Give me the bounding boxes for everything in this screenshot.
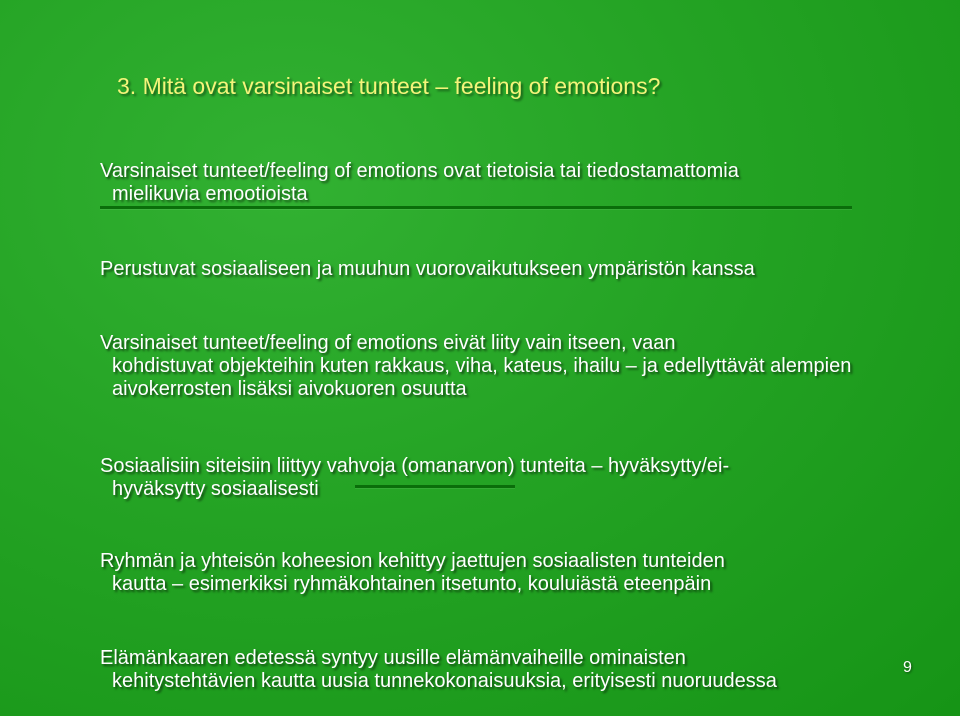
- bullet-5-first-line: Ryhmän ja yhteisön koheesion kehittyy jaettujen sosiaalisten tunteiden: [100, 550, 725, 572]
- bullet-5-continuation: kautta – esimerkiksi ryhmäkohtainen itsetunto, kouluiästä eteenpäin: [112, 573, 712, 595]
- bullet-4-first-line: Sosiaalisiin siteisiin liittyy vahvoja (omanarvon) tunteita – hyväksytty/ei-: [100, 455, 730, 477]
- bullet-1-continuation: mielikuvia emootioista: [112, 183, 308, 205]
- bullet-4: [100, 455, 912, 501]
- bullet-4-continuation: hyväksytty sosiaalisesti: [112, 478, 319, 500]
- bullet-1: [100, 160, 912, 206]
- bullet-2-first-line: Perustuvat sosiaaliseen ja muuhun vuorovaikutukseen ympäristön kanssa: [100, 258, 755, 280]
- bullet-5: [100, 550, 912, 596]
- bullet-3: [100, 332, 912, 401]
- divider-line: [100, 206, 852, 209]
- bullet-3-continuation: kohdistuvat objekteihin kuten rakkaus, viha, kateus, ihailu – ja edellyttävät alempien aivokerrosten lisäksi aivokuoren osuutta: [112, 355, 852, 400]
- bullet-2: [100, 258, 912, 281]
- bullet-6-first-line: Elämänkaaren edetessä syntyy uusille elämänvaiheille ominaisten: [100, 647, 686, 669]
- slide-title: 3. Mitä ovat varsinaiset tunteet – feeling of emotions?: [117, 73, 661, 99]
- bullet-3-first-line: Varsinaiset tunteet/feeling of emotions eivät liity vain itseen, vaan: [100, 332, 676, 354]
- bullet-6: [100, 647, 912, 693]
- divider-line: [355, 485, 515, 488]
- bullet-6-continuation: kehitystehtävien kautta uusia tunnekokonaisuuksia, erityisesti nuoruudessa: [112, 670, 777, 692]
- page-number: 9: [903, 659, 912, 676]
- bullet-1-first-line: Varsinaiset tunteet/feeling of emotions ovat tietoisia tai tiedostamattomia: [100, 160, 739, 182]
